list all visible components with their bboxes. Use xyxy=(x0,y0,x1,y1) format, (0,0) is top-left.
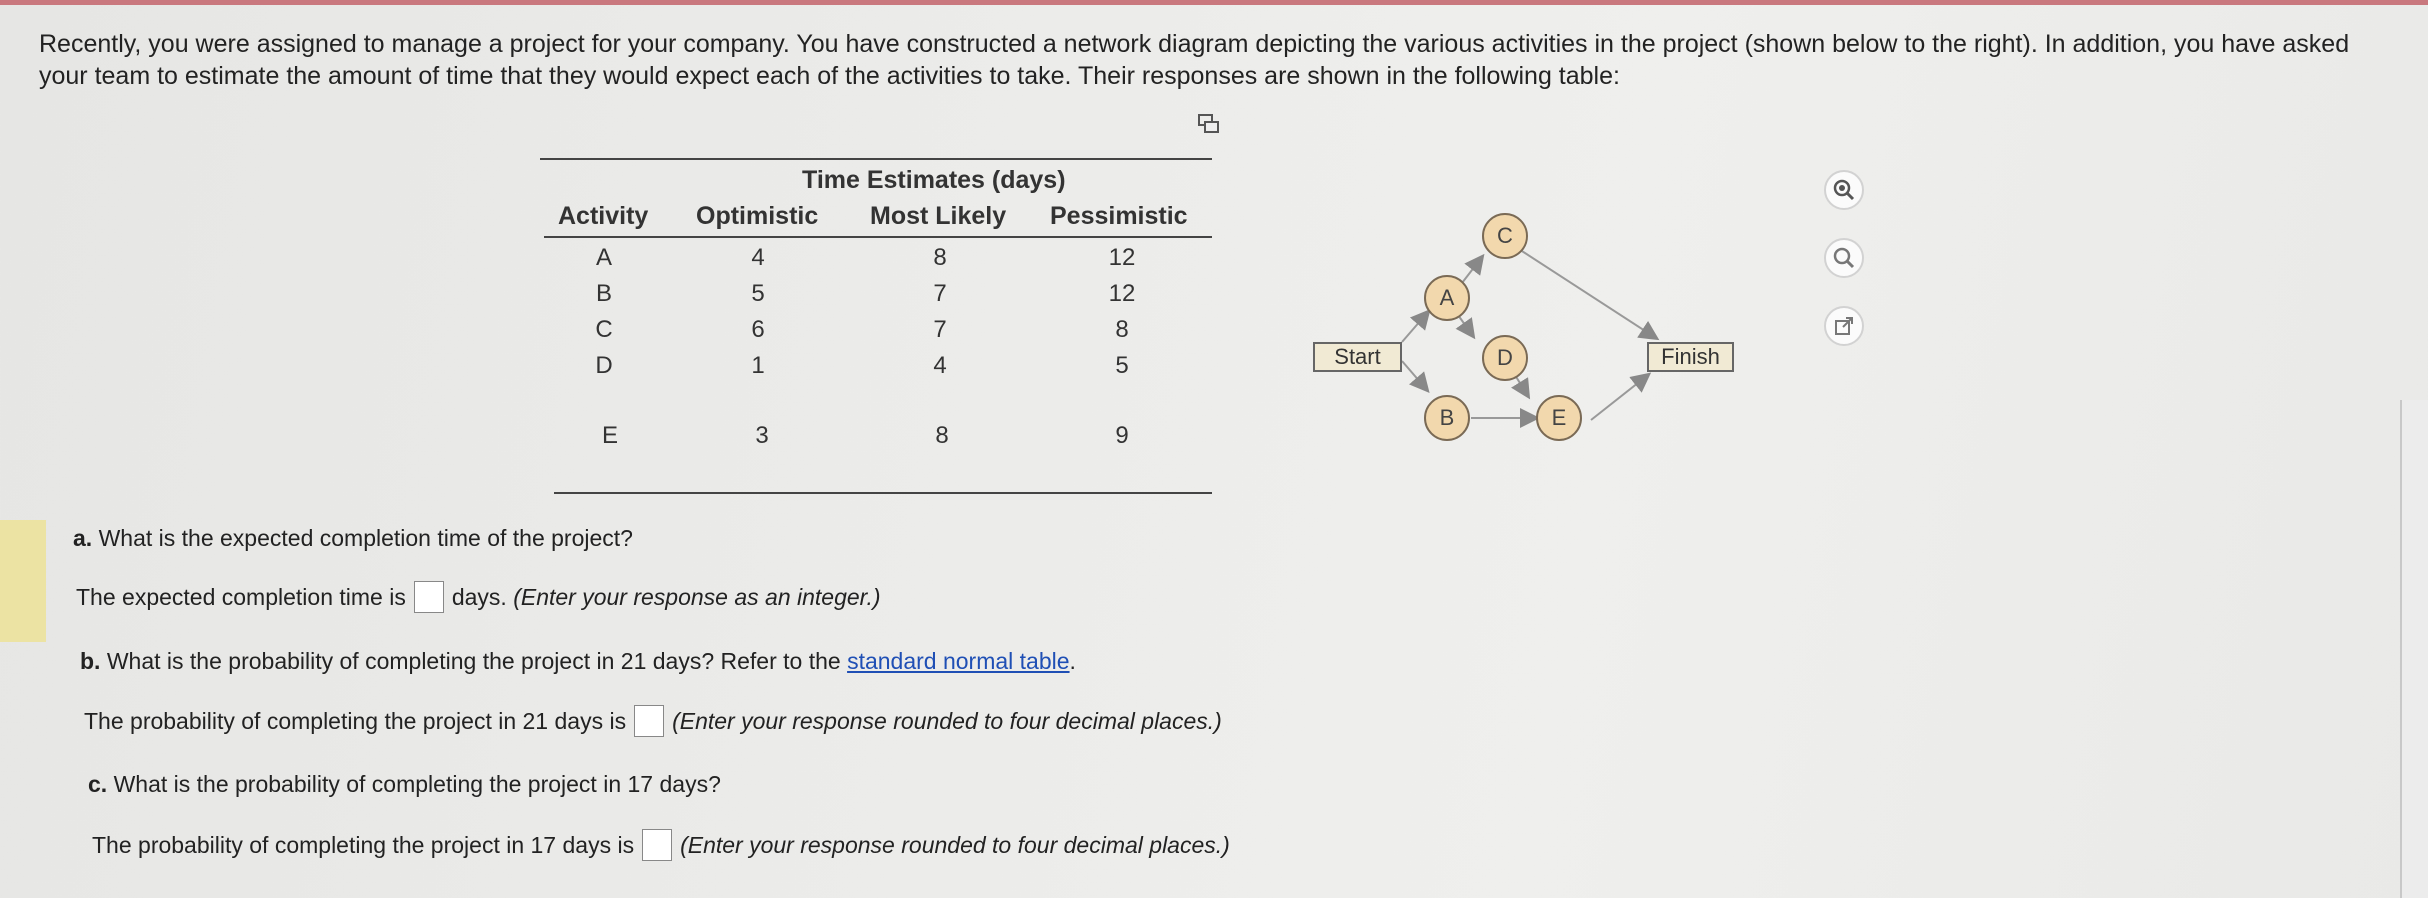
group-header: Time Estimates (days) xyxy=(802,166,1066,194)
diagram-arrows xyxy=(1310,195,1750,455)
header-rule xyxy=(544,236,1212,238)
node-b: B xyxy=(1424,395,1470,441)
start-node: Start xyxy=(1313,342,1402,372)
question-a: a. What is the expected completion time of the project? xyxy=(73,525,633,551)
node-a: A xyxy=(1424,275,1470,321)
node-c: C xyxy=(1482,213,1528,259)
node-e: E xyxy=(1536,395,1582,441)
question-c: c. What is the probability of completing the project in 17 days? xyxy=(88,771,721,797)
zoom-in-icon[interactable] xyxy=(1824,170,1864,210)
question-highlight-bar xyxy=(0,520,46,642)
table-top-rule xyxy=(540,158,1212,160)
col-header-activity: Activity xyxy=(558,202,649,230)
answer-c-input[interactable] xyxy=(642,829,672,861)
table-bottom-rule xyxy=(554,492,1212,494)
answer-b-input[interactable] xyxy=(634,705,664,737)
standard-normal-table-link[interactable]: standard normal table xyxy=(847,648,1070,674)
right-edge-panel xyxy=(2400,400,2428,898)
top-accent-border xyxy=(0,0,2428,5)
finish-node: Finish xyxy=(1647,342,1734,372)
external-link-icon[interactable] xyxy=(1824,306,1864,346)
network-diagram xyxy=(1310,195,1750,455)
col-header-optimistic: Optimistic xyxy=(696,202,819,230)
answer-a-input[interactable] xyxy=(414,581,444,613)
node-d: D xyxy=(1482,335,1528,381)
zoom-out-icon[interactable] xyxy=(1824,238,1864,278)
answer-c-line: The probability of completing the project in 17 days is (Enter your response rounded to four decimal places.) xyxy=(92,829,1230,861)
answer-b-line: The probability of completing the project in 21 days is (Enter your response rounded to four decimal places.) xyxy=(84,705,1222,737)
answer-a-line: The expected completion time is days. (Enter your response as an integer.) xyxy=(76,581,881,613)
col-header-most-likely: Most Likely xyxy=(870,202,1007,230)
col-header-pessimistic: Pessimistic xyxy=(1050,202,1188,230)
copy-icon[interactable] xyxy=(1198,114,1220,134)
question-b: b. What is the probability of completing the project in 21 days? Refer to the standard normal table. xyxy=(80,648,1076,674)
intro-paragraph: Recently, you were assigned to manage a project for your company. You have constructed a network diagram depicting the various activities in the project (shown below to the right). In addition, you have asked your team to estimate the amount of time that they would expect each of the activities to take. Their responses are shown in the following table: xyxy=(39,30,2350,90)
